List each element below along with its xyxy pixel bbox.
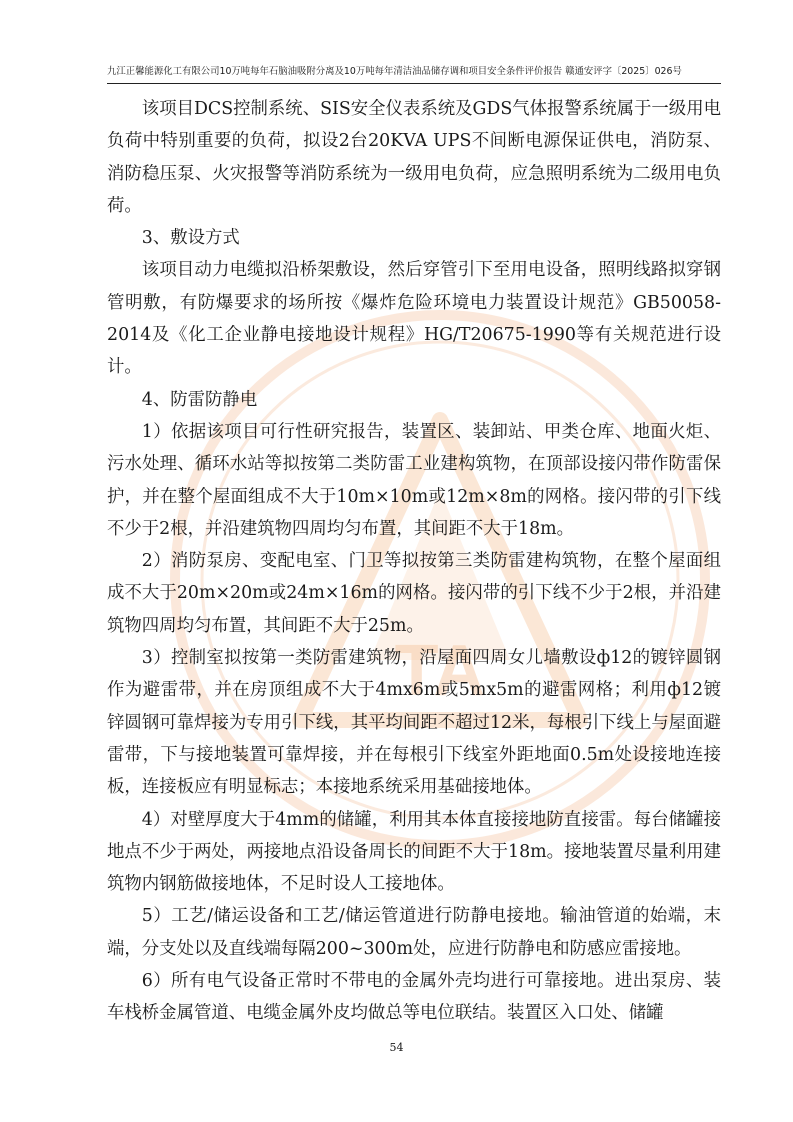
list-item: 3）控制室拟按第一类防雷建筑物，沿屋面四周女儿墙敷设ф12的镀锌圆钢作为避雷带，并在房顶组成不大于4mx6m或5mx5m的避雷网格；利用ф12镀锌圆钢可靠焊接为专用引下线，其平均间距不超过12米，每根引下线上与屋面避雷带，下与接地装置可靠焊接，并在每根引下线室外距地面0.5m处设接地连接板，连接板应有明显标志；本接地系统采用基础接地体。 — [107, 648, 721, 798]
list-item: 5）工艺/储运设备和工艺/储运管道进行防静电接地。输油管道的始端，末端，分支处以及直线端每隔200~300m处，应进行防静电和防感应雷接地。 — [107, 906, 721, 959]
list-item: 4）对壁厚度大于4mm的储罐，利用其本体直接接地防直接雷。每台储罐接地点不少于两处，两接地点沿设备周长的间距不大于18m。接地装置尽量利用建筑物内钢筋做接地体，不足时设人工接地体。 — [107, 809, 721, 895]
paragraph: 该项目动力电缆拟沿桥架敷设，然后穿管引下至用电设备，照明线路拟穿钢管明敷，有防爆要求的场所按《爆炸危险环境电力装置设计规范》GB50058-2014及《化工企业静电接地设计规程》HG/T20675-1990等有关规范进行设计。 — [107, 260, 721, 378]
list-item: 2）消防泵房、变配电室、门卫等拟按第三类防雷建构筑物，在整个屋面组成不大于20m×20m或24m×16m的网格。接闪带的引下线不少于2根，并沿建筑物四周均匀布置，其间距不大于25m。 — [107, 551, 721, 636]
list-item: 1）依据该项目可行性研究报告，装置区、装卸站、甲类仓库、地面火炬、污水处理、循环水站等拟按第二类防雷工业建构筑物，在顶部设接闪带作防雷保护，并在整个屋面组成不大于10m×10m或12m×8m的网格。接闪带的引下线不少于2根，并沿建筑物四周均匀布置，其间距不大于18m。 — [107, 421, 721, 539]
paragraph: 该项目DCS控制系统、SIS安全仪表系统及GDS气体报警系统属于一级用电负荷中特别重要的负荷，拟设2台20KVA UPS不间断电源保证供电，消防泵、消防稳压泵、火灾报警等消防系统为一级用电负荷，应急照明系统为二级用电负荷。 — [107, 99, 721, 216]
page-header: 九江正馨能源化工有限公司10万吨每年石脑油吸附分离及10万吨每年清洁油品储存调和项目安全条件评价报告 赣通安评字〔2025〕026号 — [107, 66, 682, 77]
section-heading: 4、防雷防静电 — [141, 389, 258, 410]
section-heading: 3、敷设方式 — [141, 228, 240, 249]
header-divider — [107, 83, 721, 84]
document-body — [107, 93, 721, 1030]
page-number: 54 — [389, 1041, 404, 1054]
watermark-brand: TA — [394, 631, 486, 711]
list-item: 6）所有电气设备正常时不带电的金属外壳均进行可靠接地。进出泵房、装车栈桥金属管道、电缆金属外皮均做总等电位联结。装置区入口处、储罐 — [107, 971, 721, 1024]
